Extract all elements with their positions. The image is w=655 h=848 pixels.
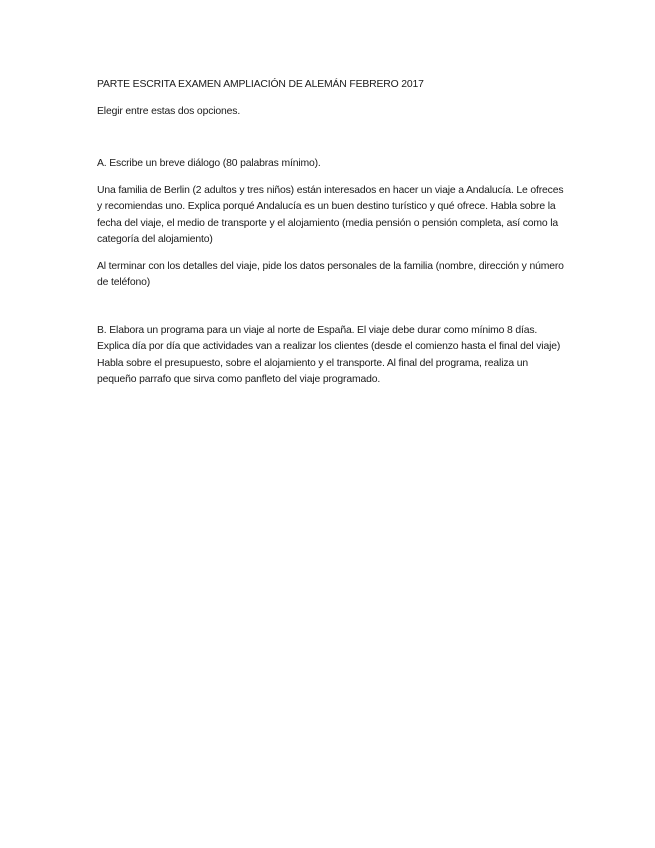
document-body [97, 77, 567, 389]
exam-title: PARTE ESCRITA EXAMEN AMPLIACIÓN DE ALEMÁN FEBRERO 2017 [97, 79, 424, 90]
option-b-paragraph: B. Elabora un programa para un viaje al norte de España. El viaje debe durar como mínimo 8 días. Explica día por día que actividades van a realizar los clientes (desde el comienzo hasta el final del viaje) Habla sobre el presupuesto, sobre el alojamiento y el transporte. Al final del programa, realiza un pequeño parrafo que sirva como panfleto del viaje programado. [97, 324, 561, 385]
option-a-heading: A. Escribe un breve diálogo (80 palabras mínimo). [97, 158, 321, 169]
instructions-text: Elegir entre estas dos opciones. [97, 105, 241, 117]
option-a-paragraph-2: Al terminar con los detalles del viaje, pide los datos personales de la familia (nombre, dirección y número de teléfono) [97, 260, 564, 288]
option-a-paragraph-1: Una familia de Berlin (2 adultos y tres niños) están interesados en hacer un viaje a Andalucía. Le ofreces y recomiendas uno. Explica porqué Andalucía es un buen destino turístico y qué ofrece. Habla sobre la fecha del viaje, el medio de transporte y el alojamiento (media pensión o pensión completa, así como la categoría del alojamiento) [97, 184, 564, 245]
